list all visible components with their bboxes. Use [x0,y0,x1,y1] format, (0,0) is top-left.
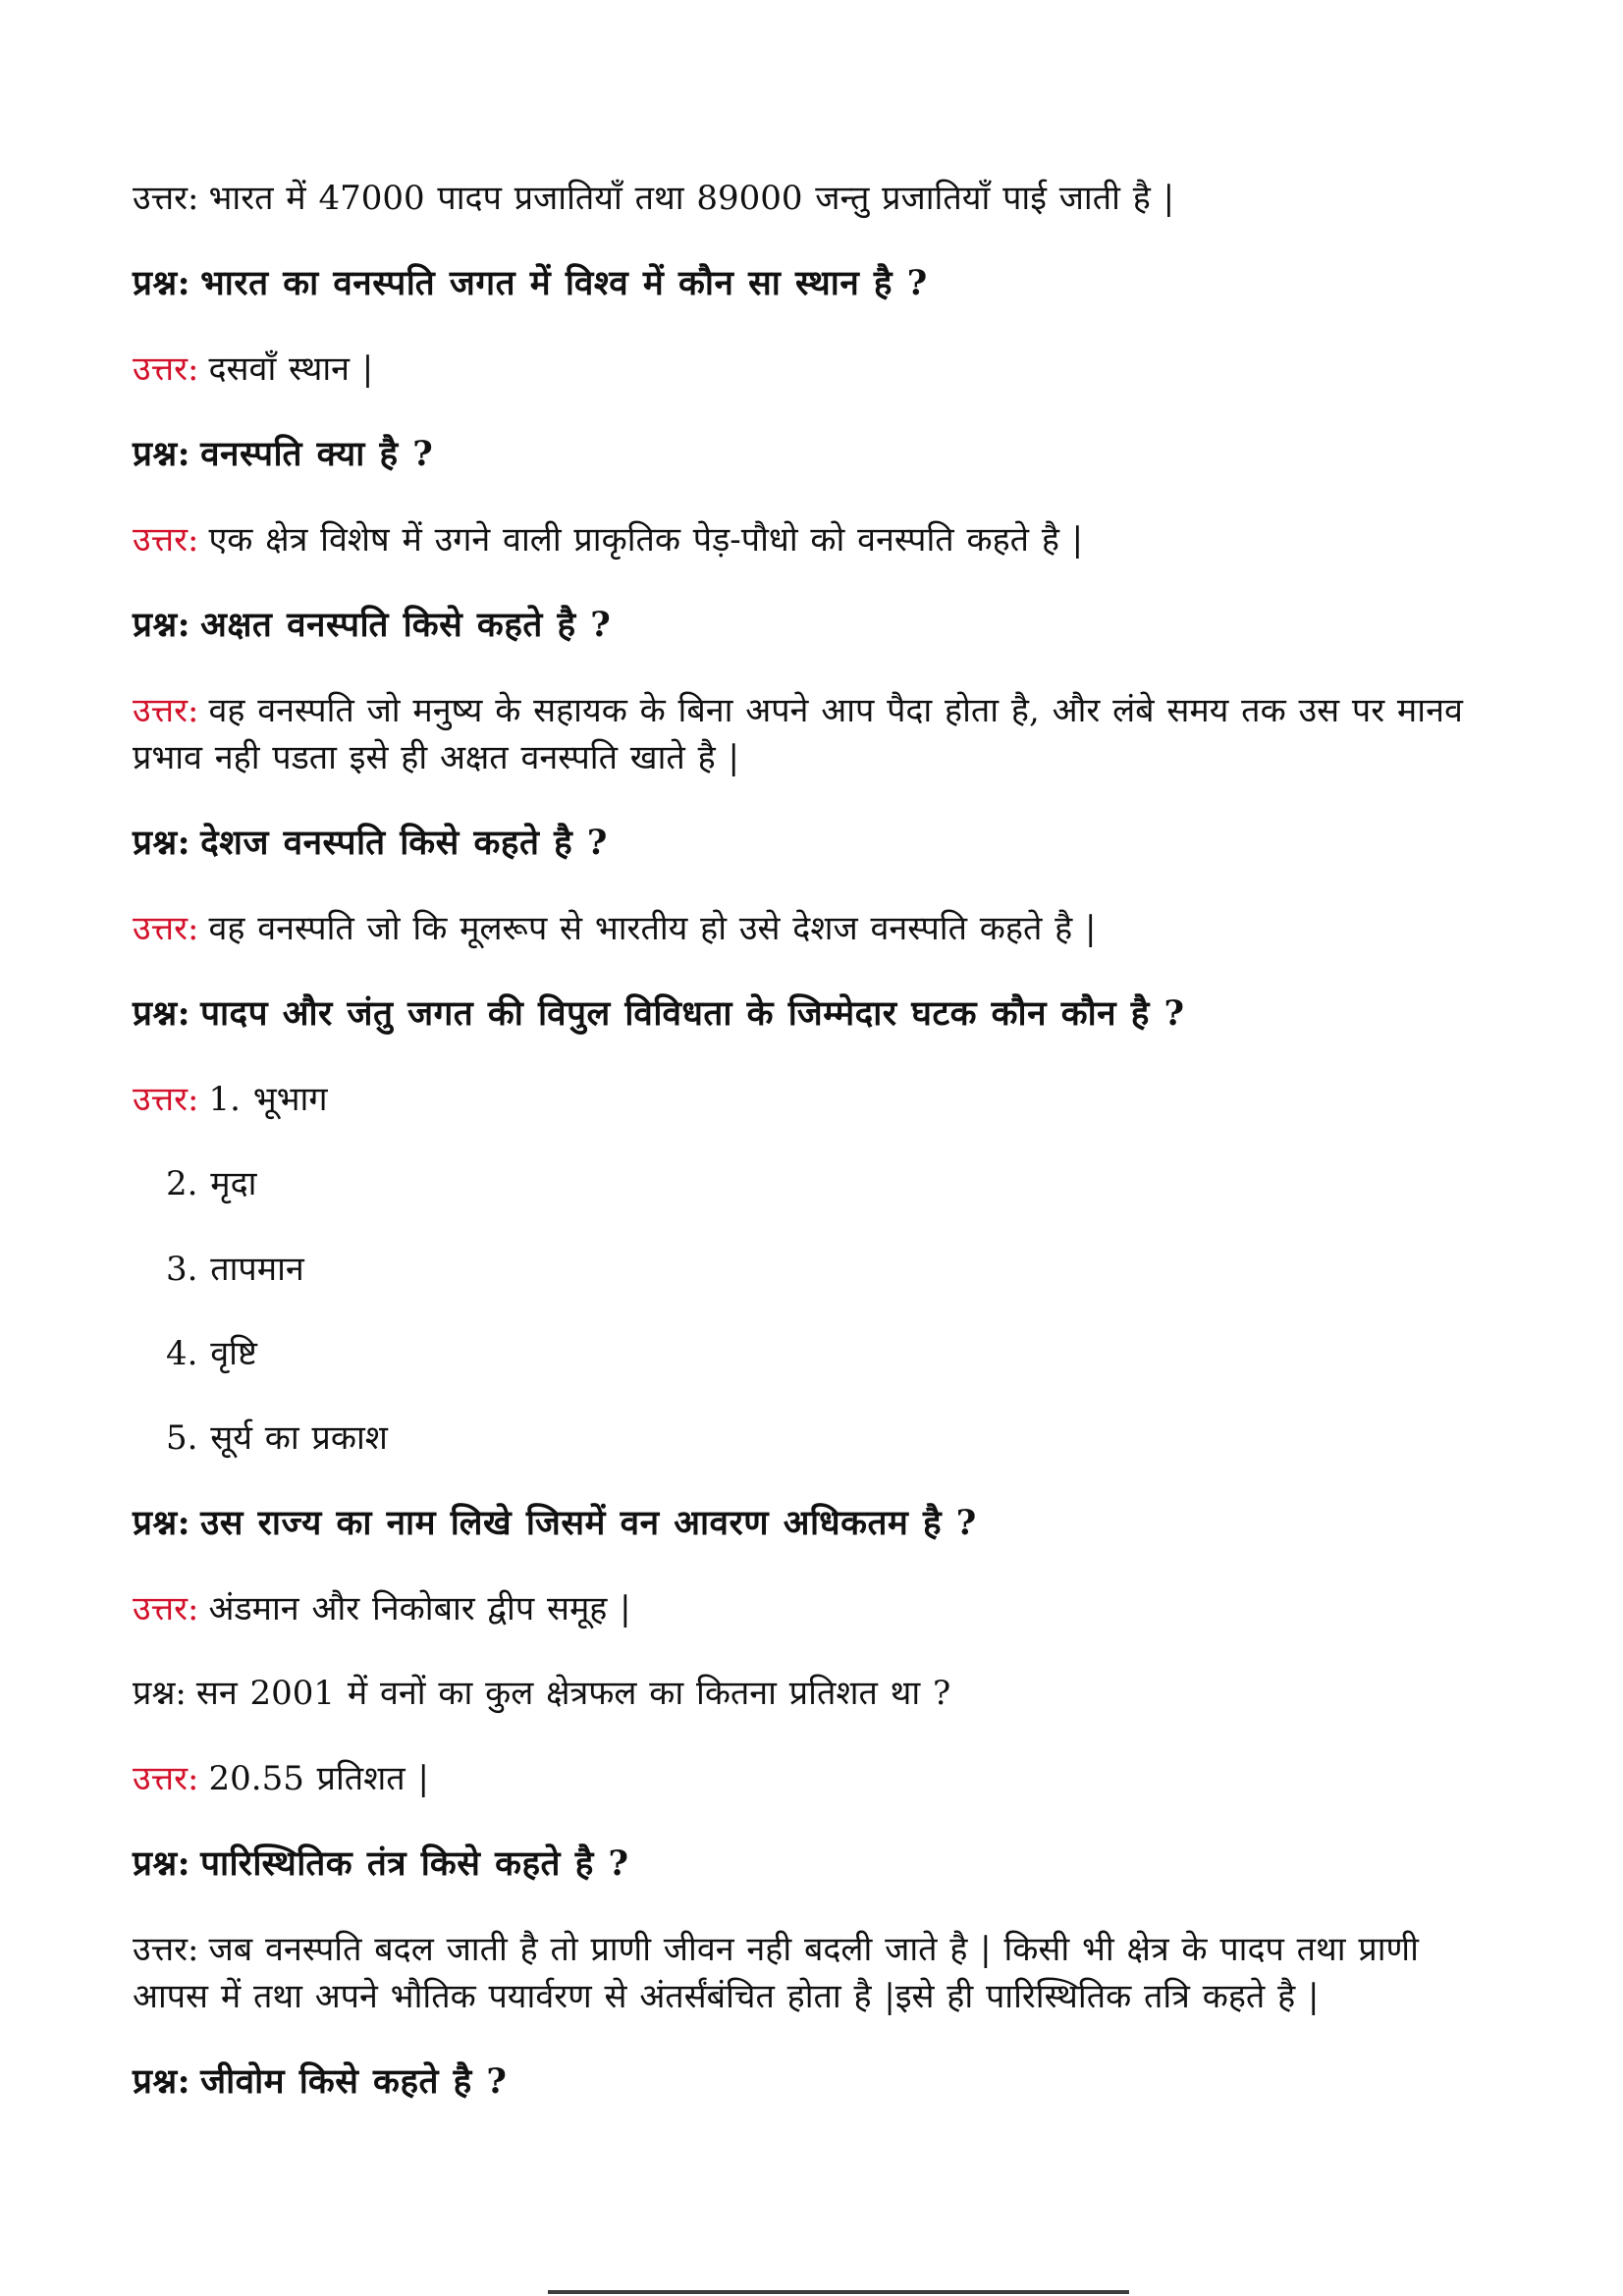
answer-paragraph [133,1755,1483,1802]
question-text: वनस्पति क्या है ? [200,434,434,475]
answer-label: उत्तर: [133,1080,199,1120]
answer-label: उत्तर: [133,1929,199,1969]
question-paragraph [133,2057,1483,2107]
answer-list-start [133,1076,1483,1123]
list-item-text: 2. मृदा [166,1164,257,1204]
question-label: प्रश्न: [133,1842,191,1884]
question-text: उस राज्य का नाम लिखे जिसमें वन आवरण अधिकतम है ? [200,1503,977,1544]
question-label: प्रश्न: [133,823,191,864]
answer-text: जब वनस्पति बदल जाती है तो प्राणी जीवन नही बदली जाते है | किसी भी क्षेत्र के पादप तथा प्राणी आपस में तथा अपने भौतिक पयार्वरण से अंतर्संबंचित होता है |इसे ही पारिस्थितिक तत्रि कहते है | [133,1929,1419,2016]
answer-label: उत्तर: [133,1589,199,1629]
answer-text: दसवाँ स्थान | [208,348,374,389]
question-paragraph [133,819,1483,868]
answer-paragraph [133,516,1483,563]
answer-label: उत्तर: [133,690,199,730]
answer-label: उत्तर: [133,348,199,389]
question-label: प्रश्न: [133,605,191,646]
question-label: प्रश्न: [133,993,191,1035]
answer-label: उत्तर: [133,179,199,218]
answer-paragraph [133,1585,1483,1632]
list-item [133,1160,1483,1207]
answer-text: 1. भूभाग [208,1080,328,1120]
answer-paragraph [133,1926,1483,2021]
answer-paragraph [133,905,1483,952]
question-label: प्रश्न: [133,434,191,475]
answer-text: अंडमान और निकोबार द्वीप समूह | [208,1589,631,1629]
list-item [133,1330,1483,1377]
answer-label: उत्तर: [133,519,199,560]
answer-paragraph [133,687,1483,782]
question-text: पारिस्थितिक तंत्र किसे कहते है ? [200,1842,629,1884]
answer-text: वह वनस्पति जो कि मूलरूप से भारतीय हो उसे देशज वनस्पति कहते है | [208,909,1097,949]
question-label: प्रश्न: [133,1674,187,1714]
question-text: अक्षत वनस्पति किसे कहते है ? [200,605,612,646]
answer-label: उत्तर: [133,1758,199,1798]
question-paragraph [133,430,1483,479]
question-paragraph [133,1840,1483,1889]
answer-paragraph [133,175,1483,222]
question-text: पादप और जंतु जगत की विपुल विविधता के जिम्मेदार घटक कौन कौन है ? [200,993,1185,1035]
answer-text: वह वनस्पति जो मनुष्य के सहायक के बिना अपने आप पैदा होता है, और लंबे समय तक उस पर मानव प्रभाव नही पडता इसे ही अक्षत वनस्पति खाते है | [133,690,1463,778]
list-item-text: 5. सूर्य का प्रकाश [166,1418,388,1459]
question-paragraph-normal [133,1670,1483,1717]
question-text: जीवोम किसे कहते है ? [200,2061,508,2103]
question-label: प्रश्न: [133,1503,191,1544]
list-item [133,1246,1483,1293]
answer-label: उत्तर: [133,909,199,949]
question-text: सन 2001 में वनों का कुल क्षेत्रफल का कितना प्रतिशत था ? [195,1674,951,1714]
question-label: प्रश्न: [133,263,191,304]
list-item [133,1415,1483,1462]
answer-text: एक क्षेत्र विशेष में उगने वाली प्राकृतिक पेड़-पौधो को वनस्पति कहते है | [208,519,1084,560]
cropped-next-line-top [548,2290,1129,2294]
question-paragraph [133,601,1483,650]
question-paragraph [133,989,1483,1039]
question-text: देशज वनस्पति किसे कहते है ? [200,823,608,864]
question-paragraph [133,1499,1483,1548]
question-paragraph [133,259,1483,308]
list-item-text: 4. वृष्टि [166,1333,257,1373]
answer-text: 20.55 प्रतिशत | [208,1758,429,1798]
answer-paragraph [133,346,1483,393]
list-item-text: 3. तापमान [166,1249,304,1289]
answer-text: भारत में 47000 पादप प्रजातियाँ तथा 89000 जन्तु प्रजातियाँ पाई जाती है | [208,179,1175,218]
question-label: प्रश्न: [133,2061,191,2103]
question-text: भारत का वनस्पति जगत में विश्व में कौन सा स्थान है ? [200,263,928,304]
document-content [133,175,1483,2144]
